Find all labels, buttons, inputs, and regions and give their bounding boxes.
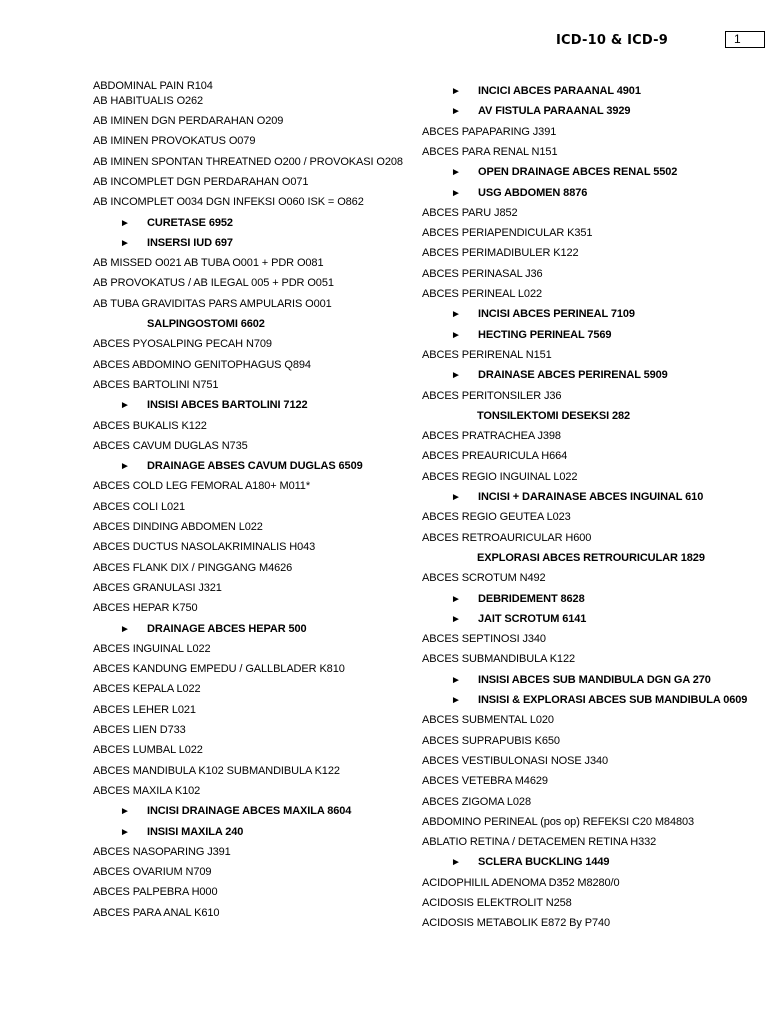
entry-label: ABCES PERIMADIBULER K122 bbox=[422, 247, 579, 260]
diagnosis-entry bbox=[93, 562, 292, 575]
diagnosis-entry bbox=[93, 298, 332, 311]
entry-label: INCISI + DARAINASE ABCES INGUINAL 610 bbox=[478, 491, 704, 503]
diagnosis-entry bbox=[93, 440, 248, 453]
procedure-entry bbox=[451, 369, 668, 382]
entry-label: ABCES SEPTINOSI J340 bbox=[422, 633, 546, 646]
entry-label: ABCES VETEBRA M4629 bbox=[422, 775, 548, 788]
diagnosis-entry bbox=[93, 420, 207, 433]
procedure-entry bbox=[451, 308, 635, 321]
diagnosis-entry bbox=[93, 744, 203, 757]
entry-label: ABLATIO RETINA / DETACEMEN RETINA H332 bbox=[422, 836, 657, 849]
diagnosis-entry bbox=[422, 146, 557, 159]
diagnosis-entry bbox=[93, 582, 222, 595]
entry-label: ABCES BUKALIS K122 bbox=[93, 419, 207, 432]
diagnosis-entry bbox=[93, 846, 231, 859]
entry-label: SALPINGOSTOMI 6602 bbox=[147, 318, 265, 330]
diagnosis-entry bbox=[93, 257, 323, 270]
entry-label: INSISI ABCES SUB MANDIBULA DGN GA 270 bbox=[478, 673, 711, 686]
diagnosis-entry bbox=[93, 521, 263, 534]
diagnosis-entry bbox=[422, 714, 554, 727]
entry-label: ABCES LUMBAL L022 bbox=[93, 744, 203, 757]
entry-label: ABCES PALPEBRA H000 bbox=[93, 886, 218, 899]
entry-label: ABCES GRANULASI J321 bbox=[93, 581, 222, 594]
arrow-bullet-icon: ► bbox=[451, 86, 461, 97]
procedure-entry bbox=[451, 694, 747, 707]
diagnosis-entry bbox=[422, 796, 531, 809]
entry-label: ABCES PARU J852 bbox=[422, 206, 518, 219]
entry-label: ABCES RETROAURICULAR H600 bbox=[422, 531, 592, 544]
entry-label: SCLERA BUCKLING 1449 bbox=[478, 856, 610, 869]
entry-label: ABCES ZIGOMA L028 bbox=[422, 795, 531, 808]
diagnosis-entry bbox=[422, 126, 556, 139]
diagnosis-entry bbox=[93, 359, 311, 372]
entry-label: AB IMINEN SPONTAN THREATNED O200 / PROVOKASI O208 bbox=[93, 155, 403, 168]
arrow-bullet-icon: ► bbox=[120, 217, 130, 229]
diagnosis-entry bbox=[93, 80, 213, 93]
diagnosis-entry bbox=[422, 755, 608, 768]
entry-label: INSISI ABCES BARTOLINI 7122 bbox=[147, 399, 308, 412]
entry-label: ABCES SCROTUM N492 bbox=[422, 572, 546, 585]
entry-label: ABCES DINDING ABDOMEN L022 bbox=[93, 521, 263, 533]
entry-label: ABCES SUPRAPUBIS K650 bbox=[422, 734, 560, 747]
entry-label: TONSILEKTOMI DESEKSI 282 bbox=[477, 409, 631, 422]
procedure-entry bbox=[120, 399, 308, 412]
entry-label: AB INCOMPLET O034 DGN INFEKSI O060 ISK = O862 bbox=[93, 196, 364, 209]
entry-label: INCICI ABCES PARAANAL 4901 bbox=[478, 85, 641, 97]
diagnosis-entry bbox=[422, 227, 592, 240]
procedure-entry bbox=[120, 623, 307, 636]
diagnosis-entry bbox=[422, 471, 577, 484]
entry-label: AB PROVOKATUS / AB ILEGAL 005 + PDR O051 bbox=[93, 277, 334, 290]
entry-label: ABCES REGIO INGUINAL L022 bbox=[422, 470, 578, 483]
entry-label: ABCES PAPAPARING J391 bbox=[422, 125, 557, 138]
entry-label: ABDOMINO PERINEAL (pos op) REFEKSI C20 M84803 bbox=[422, 815, 695, 828]
diagnosis-entry bbox=[93, 95, 203, 108]
entry-label: ACIDOSIS ELEKTROLIT N258 bbox=[422, 897, 572, 909]
diagnosis-entry bbox=[422, 633, 546, 646]
arrow-bullet-icon: ► bbox=[451, 309, 461, 321]
procedure-entry bbox=[120, 217, 233, 230]
entry-label: ABCES KEPALA L022 bbox=[93, 683, 201, 696]
procedure-entry bbox=[120, 237, 233, 250]
diagnosis-entry bbox=[422, 877, 620, 890]
entry-label: ABCES FLANK DIX / PINGGANG M4626 bbox=[93, 561, 293, 574]
diagnosis-entry bbox=[93, 886, 217, 899]
entry-label: AV FISTULA PARAANAL 3929 bbox=[478, 105, 631, 118]
diagnosis-entry bbox=[422, 390, 561, 403]
arrow-bullet-icon: ► bbox=[120, 806, 130, 818]
entry-label: ABCES INGUINAL L022 bbox=[93, 642, 211, 655]
diagnosis-entry bbox=[93, 338, 272, 351]
entry-label: ABCES PREAURICULA H664 bbox=[422, 450, 568, 463]
entry-label: ABCES PRATRACHEA J398 bbox=[422, 430, 561, 443]
procedure-entry bbox=[477, 410, 630, 423]
diagnosis-entry bbox=[93, 704, 196, 717]
procedure-entry bbox=[451, 593, 585, 606]
arrow-bullet-icon: ► bbox=[451, 370, 461, 382]
entry-label: AB IMINEN DGN PERDARAHAN O209 bbox=[93, 115, 284, 127]
entry-label: ABCES PERIAPENDICULAR K351 bbox=[422, 227, 593, 240]
entry-label: AB IMINEN PROVOKATUS O079 bbox=[93, 135, 256, 148]
diagnosis-entry bbox=[93, 907, 219, 920]
diagnosis-entry bbox=[93, 115, 283, 128]
arrow-bullet-icon: ► bbox=[451, 674, 461, 686]
diagnosis-entry bbox=[93, 379, 218, 392]
diagnosis-entry bbox=[422, 775, 548, 788]
entry-label: ABCES BARTOLINI N751 bbox=[93, 378, 219, 391]
arrow-bullet-icon: ► bbox=[120, 461, 130, 473]
diagnosis-entry bbox=[93, 602, 198, 615]
entry-label: ABCES REGIO GEUTEA L023 bbox=[422, 511, 571, 524]
diagnosis-entry bbox=[93, 480, 310, 493]
diagnosis-entry bbox=[93, 135, 255, 148]
arrow-bullet-icon: ► bbox=[451, 613, 461, 625]
procedure-entry bbox=[451, 166, 677, 179]
diagnosis-entry bbox=[422, 511, 571, 524]
arrow-bullet-icon: ► bbox=[451, 857, 461, 869]
entry-label: ABCES PERITONSILER J36 bbox=[422, 389, 562, 402]
procedure-entry bbox=[451, 674, 711, 687]
entry-label: INSISI & EXPLORASI ABCES SUB MANDIBULA 0609 bbox=[478, 694, 748, 706]
entry-label: ABCES VESTIBULONASI NOSE J340 bbox=[422, 754, 609, 767]
diagnosis-entry bbox=[93, 501, 185, 514]
entry-label: ABCES PERINEAL L022 bbox=[422, 288, 542, 300]
entry-label: HECTING PERINEAL 7569 bbox=[478, 328, 612, 341]
diagnosis-entry bbox=[93, 683, 201, 696]
entry-label: ABCES ABDOMINO GENITOPHAGUS Q894 bbox=[93, 358, 311, 371]
entry-label: DRAINASE ABCES PERIRENAL 5909 bbox=[478, 369, 668, 382]
diagnosis-entry bbox=[93, 176, 308, 189]
arrow-bullet-icon: ► bbox=[120, 623, 130, 635]
arrow-bullet-icon: ► bbox=[451, 492, 461, 503]
entry-label: DRAINAGE ABCES HEPAR 500 bbox=[147, 622, 307, 635]
entry-label: ABCES LEHER L021 bbox=[93, 703, 196, 716]
entry-label: ABCES COLD LEG FEMORAL A180+ M011* bbox=[93, 480, 310, 493]
entry-label: ACIDOPHILIL ADENOMA D352 M8280/0 bbox=[422, 876, 620, 889]
entry-label: ABCES SUBMANDIBULA K122 bbox=[422, 653, 575, 666]
page-number-box: 1 bbox=[725, 31, 765, 48]
entry-label: ABCES PERINASAL J36 bbox=[422, 267, 543, 280]
entry-label: ABCES COLI L021 bbox=[93, 500, 186, 513]
diagnosis-entry bbox=[422, 653, 575, 666]
procedure-entry bbox=[477, 552, 705, 565]
entry-label: ABCES HEPAR K750 bbox=[93, 602, 198, 615]
entry-label: INCISI ABCES PERINEAL 7109 bbox=[478, 308, 635, 321]
procedure-entry bbox=[451, 85, 641, 98]
procedure-entry bbox=[147, 318, 265, 331]
diagnosis-entry bbox=[422, 836, 656, 849]
procedure-entry bbox=[451, 329, 611, 342]
entry-label: ACIDOSIS METABOLIK E872 By P740 bbox=[422, 917, 611, 930]
arrow-bullet-icon: ► bbox=[120, 400, 130, 412]
entry-label: DEBRIDEMENT 8628 bbox=[478, 592, 585, 605]
entry-label: ABCES MANDIBULA K102 SUBMANDIBULA K122 bbox=[93, 764, 340, 777]
procedure-entry bbox=[120, 826, 243, 839]
diagnosis-entry bbox=[93, 643, 211, 656]
diagnosis-entry bbox=[93, 277, 334, 290]
entry-label: ABCES PERIRENAL N151 bbox=[422, 348, 552, 361]
entry-label: ABCES CAVUM DUGLAS N735 bbox=[93, 439, 248, 452]
entry-label: ABCES PARA ANAL K610 bbox=[93, 906, 220, 919]
entry-label: JAIT SCROTUM 6141 bbox=[478, 612, 587, 625]
arrow-bullet-icon: ► bbox=[451, 593, 461, 605]
entry-label: ABCES PARA RENAL N151 bbox=[422, 145, 558, 158]
entry-label: AB TUBA GRAVIDITAS PARS AMPULARIS O001 bbox=[93, 297, 332, 310]
entry-label: ABCES NASOPARING J391 bbox=[93, 845, 231, 858]
diagnosis-entry bbox=[422, 572, 546, 585]
diagnosis-entry bbox=[93, 541, 315, 554]
entry-label: CURETASE 6952 bbox=[147, 216, 233, 229]
diagnosis-entry bbox=[422, 268, 543, 281]
diagnosis-entry bbox=[93, 785, 200, 798]
entry-label: ABCES MAXILA K102 bbox=[93, 784, 201, 797]
arrow-bullet-icon: ► bbox=[451, 167, 461, 179]
document-title: ICD-10 & ICD-9 bbox=[556, 33, 668, 48]
procedure-entry bbox=[451, 491, 703, 504]
diagnosis-entry bbox=[93, 866, 211, 879]
procedure-entry bbox=[120, 460, 363, 473]
diagnosis-entry bbox=[422, 735, 560, 748]
entry-label: AB HABITUALIS O262 bbox=[93, 95, 204, 107]
entry-label: ABCES SUBMENTAL L020 bbox=[422, 714, 554, 727]
arrow-bullet-icon: ► bbox=[451, 187, 461, 199]
diagnosis-entry bbox=[422, 430, 561, 443]
entry-label: INSISI MAXILA 240 bbox=[147, 825, 244, 838]
diagnosis-entry bbox=[93, 156, 403, 169]
diagnosis-entry bbox=[422, 450, 567, 463]
arrow-bullet-icon: ► bbox=[451, 695, 461, 706]
procedure-entry bbox=[120, 805, 351, 818]
arrow-bullet-icon: ► bbox=[120, 237, 130, 249]
procedure-entry bbox=[451, 105, 630, 118]
entry-label: AB INCOMPLET DGN PERDARAHAN O071 bbox=[93, 175, 309, 188]
procedure-entry bbox=[451, 856, 609, 869]
arrow-bullet-icon: ► bbox=[451, 106, 461, 118]
entry-label: ABDOMINAL PAIN R104 bbox=[93, 80, 213, 92]
diagnosis-entry bbox=[93, 196, 364, 209]
procedure-entry bbox=[451, 613, 586, 626]
arrow-bullet-icon: ► bbox=[451, 329, 461, 341]
diagnosis-entry bbox=[422, 917, 610, 930]
diagnosis-entry bbox=[93, 663, 345, 676]
entry-label: ABCES OVARIUM N709 bbox=[93, 866, 212, 879]
entry-label: EXPLORASI ABCES RETROURICULAR 1829 bbox=[477, 551, 705, 564]
entry-label: INSERSI IUD 697 bbox=[147, 236, 233, 249]
diagnosis-entry bbox=[422, 532, 591, 545]
diagnosis-entry bbox=[93, 724, 186, 737]
entry-label: DRAINAGE ABSES CAVUM DUGLAS 6509 bbox=[147, 460, 363, 473]
diagnosis-entry bbox=[422, 349, 552, 362]
procedure-entry bbox=[451, 187, 587, 200]
entry-label: ABCES KANDUNG EMPEDU / GALLBLADER K810 bbox=[93, 663, 345, 676]
entry-label: ABCES LIEN D733 bbox=[93, 724, 186, 736]
diagnosis-entry bbox=[93, 765, 340, 778]
entry-label: ABCES PYOSALPING PECAH N709 bbox=[93, 338, 272, 351]
entry-label: OPEN DRAINAGE ABCES RENAL 5502 bbox=[478, 166, 678, 179]
entry-label: USG ABDOMEN 8876 bbox=[478, 186, 588, 199]
entry-label: AB MISSED O021 AB TUBA O001 + PDR O081 bbox=[93, 257, 324, 270]
diagnosis-entry bbox=[422, 288, 542, 301]
diagnosis-entry bbox=[422, 207, 518, 220]
entry-label: ABCES DUCTUS NASOLAKRIMINALIS H043 bbox=[93, 541, 316, 554]
entry-label: INCISI DRAINAGE ABCES MAXILA 8604 bbox=[147, 805, 352, 818]
diagnosis-entry bbox=[422, 816, 694, 829]
diagnosis-entry bbox=[422, 247, 579, 260]
arrow-bullet-icon: ► bbox=[120, 826, 130, 838]
diagnosis-entry bbox=[422, 897, 572, 910]
